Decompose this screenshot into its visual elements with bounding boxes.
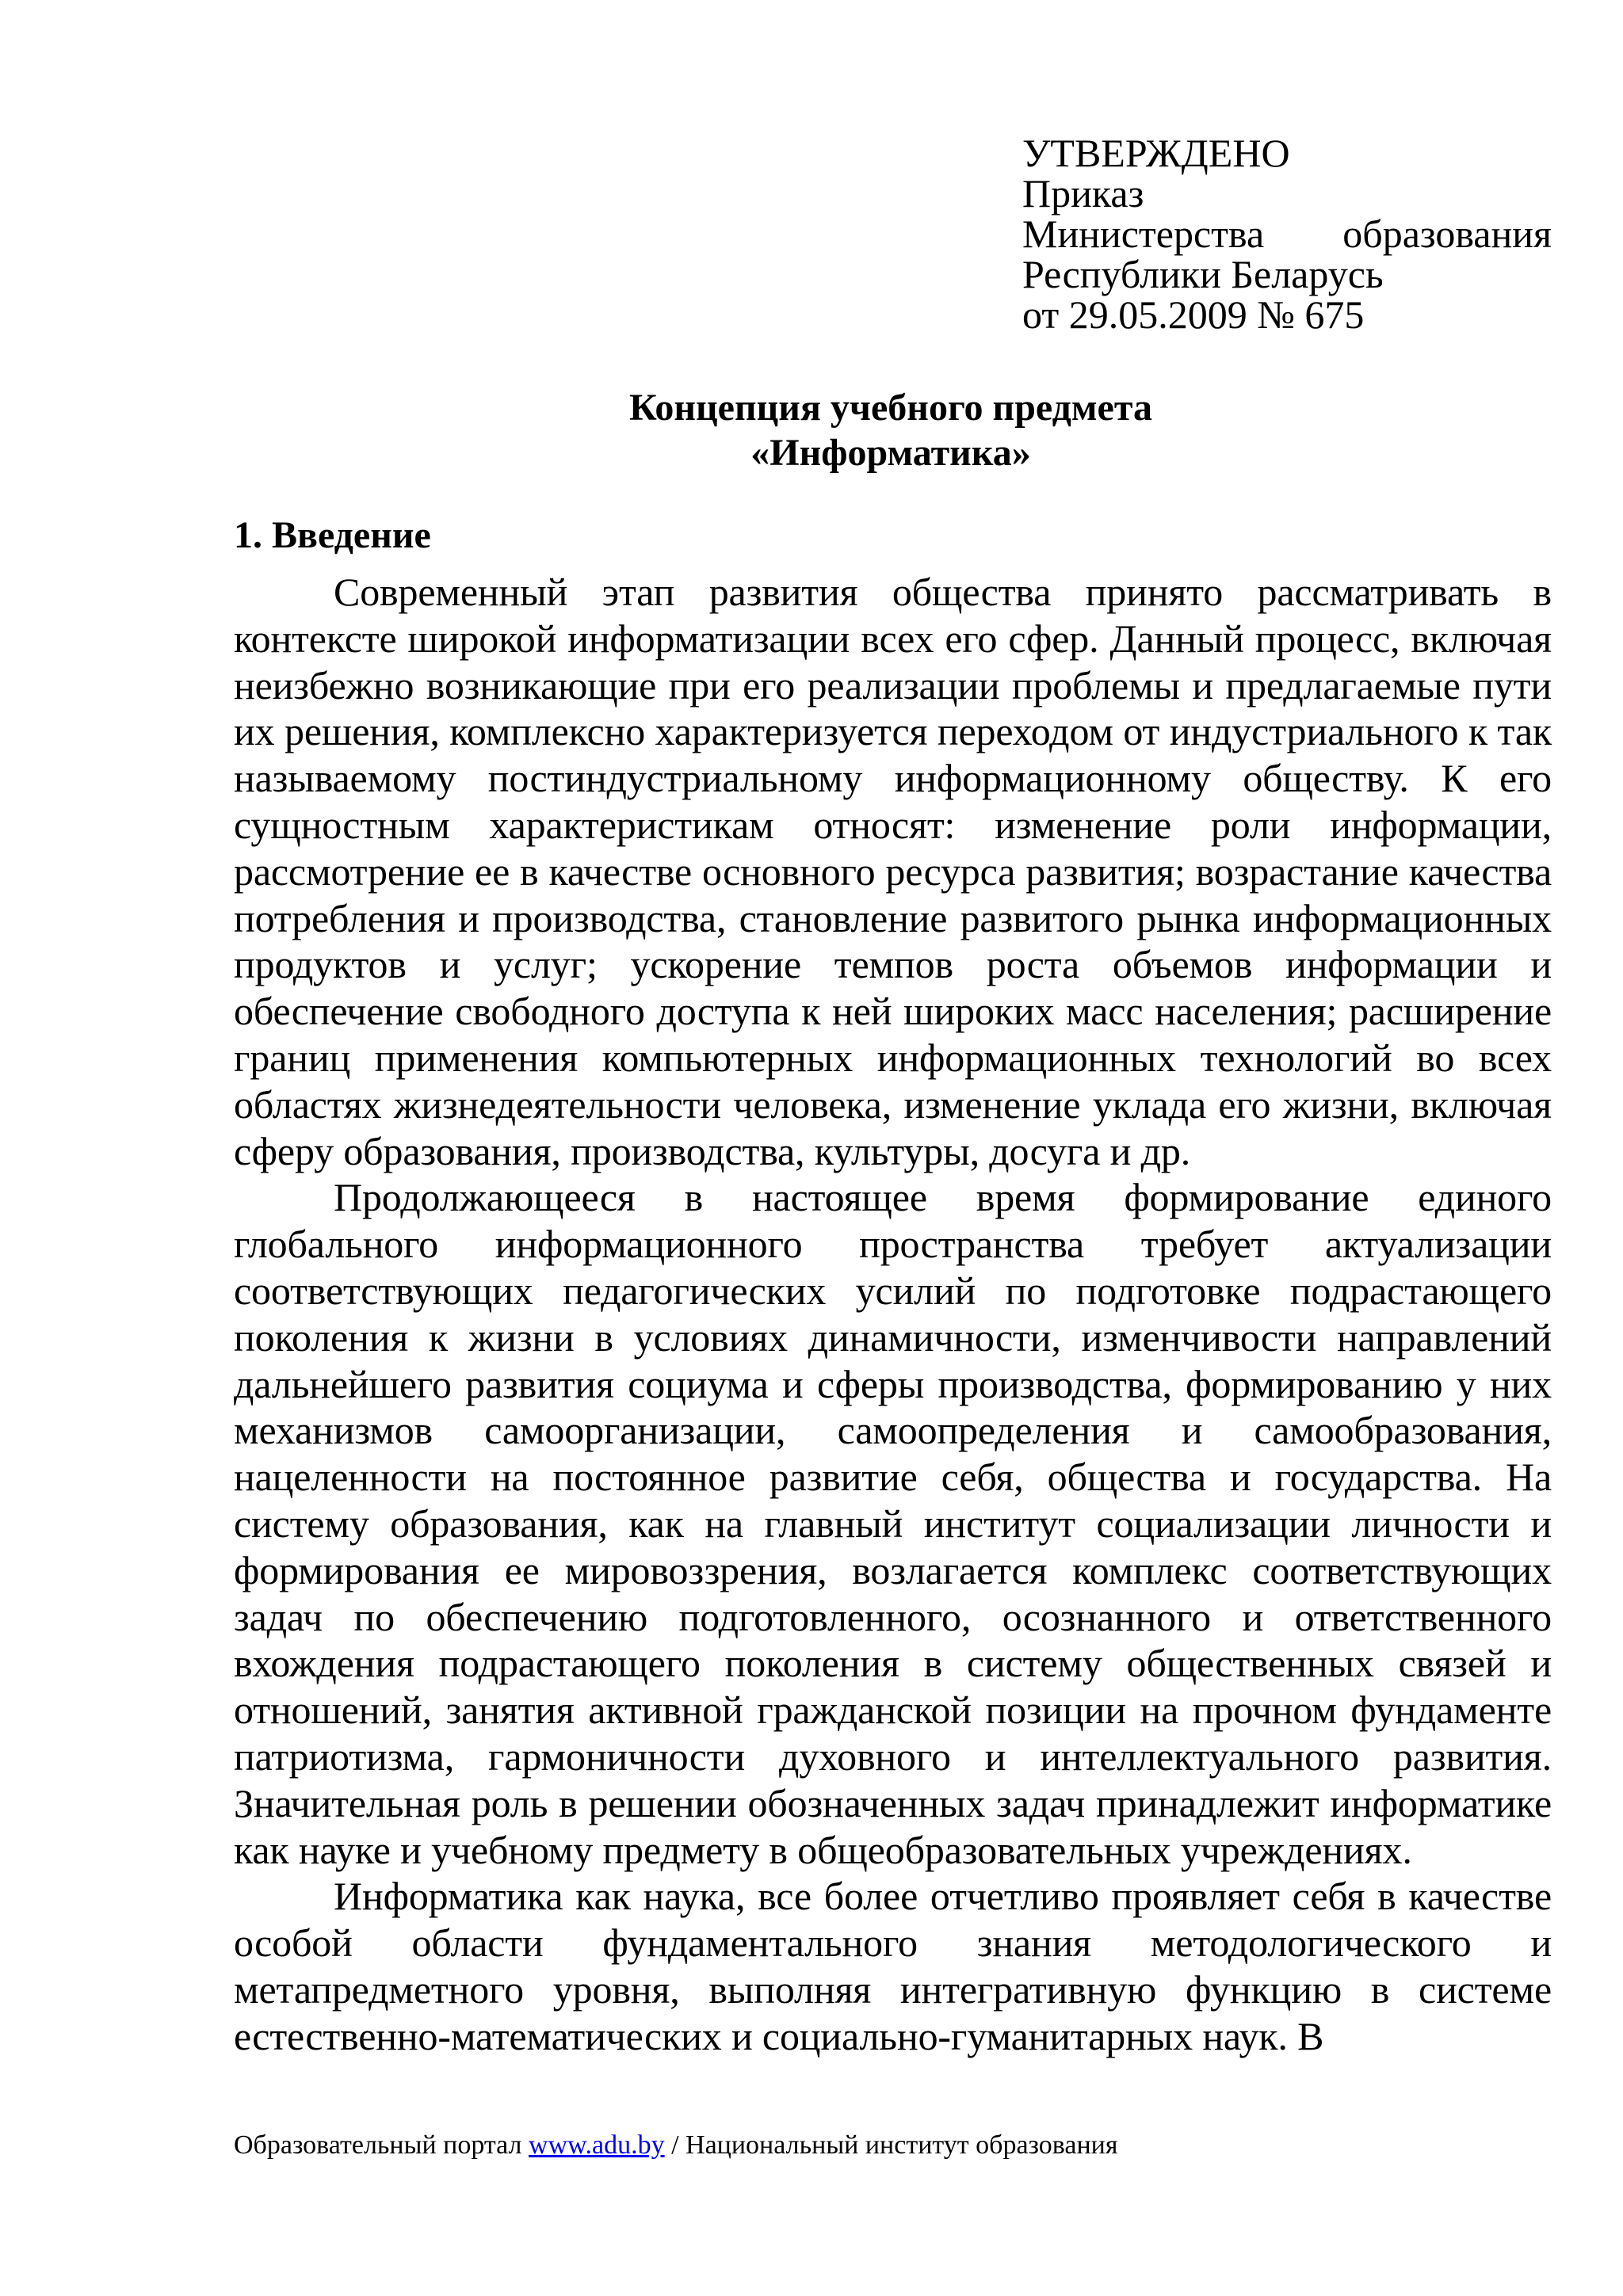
approval-stamp	[1022, 133, 1552, 335]
approval-line-ministry	[1022, 214, 1552, 254]
footer-portal-link[interactable]: www.adu.by	[529, 2130, 665, 2160]
approval-line-date: от 29.05.2009 № 675	[1022, 292, 1365, 337]
approval-line-republic: Республики Беларусь	[1022, 252, 1384, 296]
approval-education-word: образования	[1342, 212, 1552, 256]
footer-prefix: Образовательный портал	[234, 2130, 529, 2160]
paragraph-2: Продолжающееся в настоящее время формирование единого глобального информационного пространства требует актуализации соответствующих педагогических усилий по подготовке подрастающего поколения к жизни в условиях динамичности, изменчивости направлений дальнейшего развития социума и сферы производства, формированию у них механизмов самоорганизации, самоопределения и самообразования, нацеленности на постоянное развитие себя, общества и государства. На систему образования, как на главный институт социализации личности и формирования ее мировоззрения, возлагается комплекс соответствующих задач по обеспечению подготовленного, осознанного и ответственного вхождения подрастающего поколения в систему общественных связей и отношений, занятия активной гражданской позиции на прочном фундаменте патриотизма, гармоничности духовного и интеллектуального развития. Значительная роль в решении обозначенных задач принадлежит информатике как науке и учебному предмету в общеобразовательных учреждениях.	[234, 1175, 1552, 1872]
title-line-2: «Информатика»	[750, 432, 1031, 474]
paragraph-1: Современный этап развития общества принято рассматривать в контексте широкой информатизации всех его сфер. Данный процесс, включая неизбежно возникающие при его реализации проблемы и предлагаемые пути их решения, комплексно характеризуется переходом от индустриального к так называемому постиндустриальному информационному обществу. К его сущностным характеристикам относят: изменение роли информации, рассмотрение ее в качестве основного ресурса развития; возрастание качества потребления и производства, становление развитого рынка информационных продуктов и услуг; ускорение темпов роста объемов информации и обеспечение свободного доступа к ней широких масс населения; расширение границ применения компьютерных информационных технологий во всех областях жизнедеятельности человека, изменение уклада его жизни, включая сферу образования, производства, культуры, досуга и др.	[234, 570, 1552, 1173]
section-body	[234, 569, 1552, 2060]
approval-line-order: Приказ	[1022, 171, 1144, 215]
approval-ministry-word: Министерства	[1022, 212, 1265, 256]
document-title	[230, 385, 1552, 475]
footer-suffix: / Национальный институт образования	[664, 2130, 1118, 2160]
paragraph-3: Информатика как наука, все более отчетливо проявляет себя в качестве особой области фундаментального знания методологического и метапредметного уровня, выполняя интегративную функцию в системе естественно-математических и социально-гуманитарных наук. В	[234, 1874, 1552, 2058]
section-heading: 1. Введение	[234, 514, 431, 556]
page-footer	[234, 2130, 1118, 2161]
title-line-1: Концепция учебного предмета	[628, 387, 1153, 429]
approval-line-approved: УТВЕРЖДЕНО	[1022, 131, 1290, 175]
